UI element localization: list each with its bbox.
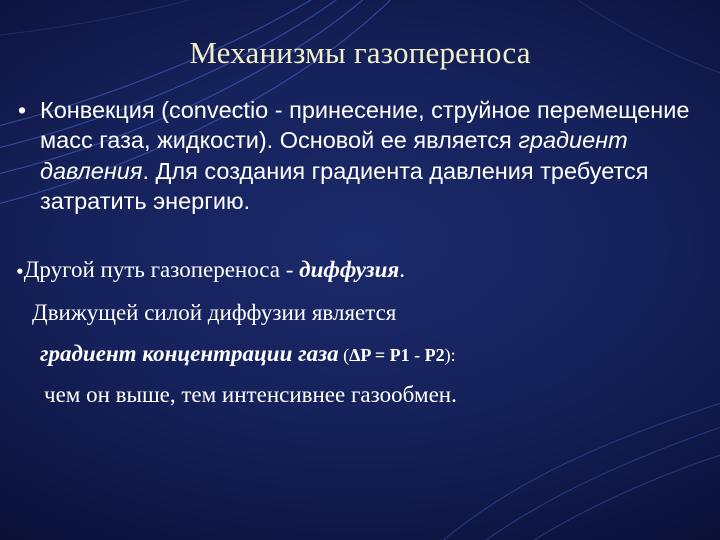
- bullet-marker-icon-2: •: [16, 258, 24, 284]
- formula-open-paren: (: [338, 344, 350, 365]
- diffusion-line-1-suffix: .: [399, 257, 405, 283]
- bullet-marker-icon: •: [18, 97, 27, 123]
- diffusion-emphasis: диффузия: [299, 257, 400, 283]
- bullet-convection-text-part1: Конвекция (convectio - принесение, струйное перемещение масс газа, жидкости). Основой ее является: [40, 97, 690, 154]
- formula-text: ΔP = P1 - P2: [349, 344, 445, 365]
- bullet-convection-emphasis: градиент давления: [40, 127, 628, 184]
- diffusion-line-4: чем он выше, тем интенсивнее газообмен.: [44, 381, 457, 407]
- bullet-convection-text-part2: . Для создания градиента давления требуется затратить энергию.: [40, 157, 649, 214]
- bullet-convection: [8, 95, 714, 216]
- diffusion-line-1: [16, 258, 714, 283]
- page-title: Механизмы газопереноса: [189, 35, 531, 70]
- gradient-emphasis: градиент концентрации газа: [40, 340, 339, 366]
- formula-close-paren: ):: [444, 344, 456, 365]
- diffusion-line-1-prefix: Другой путь газопереноса -: [23, 257, 300, 283]
- block-diffusion: [8, 258, 714, 406]
- diffusion-line-3: [16, 342, 714, 365]
- diffusion-line-2: Движущей силой диффузии является: [32, 299, 397, 325]
- slide-body: [8, 95, 714, 406]
